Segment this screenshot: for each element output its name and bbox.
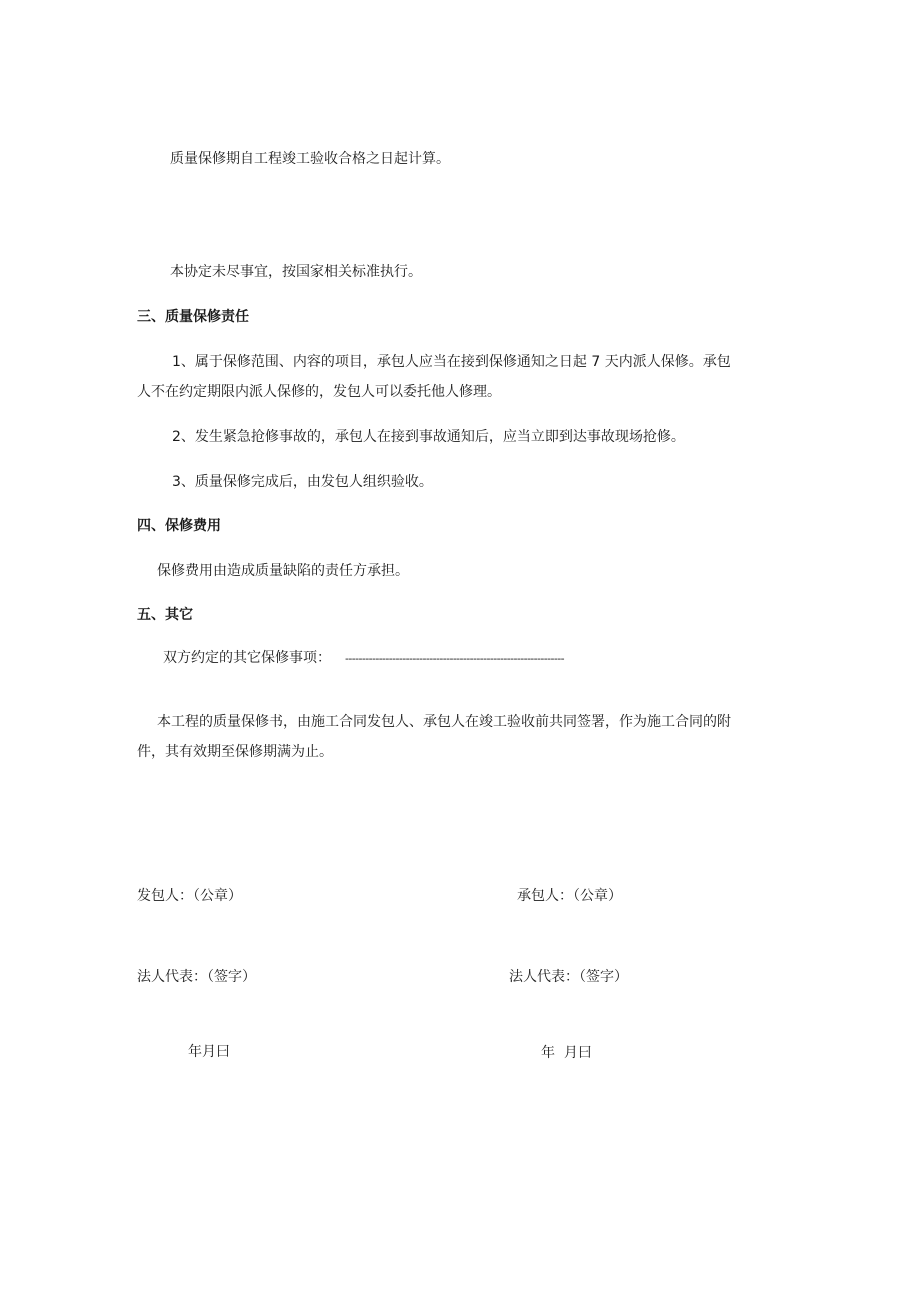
unspecified-matters-paragraph: 本协定未尽事宜，按国家相关标准执行。 — [170, 264, 422, 280]
other-matters-row — [163, 648, 564, 669]
s3-item-3: 3、质量保修完成后，由发包人组织验收。 — [172, 474, 433, 490]
employer-seal-label: 发包人：（公章） — [137, 888, 242, 904]
closing-line-2: 件，其有效期至保修期满为止。 — [137, 744, 333, 760]
s3-item-2: 2、发生紧急抢修事故的，承包人在接到事故通知后，应当立即到达事故现场抢修。 — [172, 429, 685, 445]
section-3-heading: 三、质量保修责任 — [137, 309, 249, 325]
s4-body: 保修费用由造成质量缺陷的责任方承担。 — [157, 563, 409, 579]
closing-line-1: 本工程的质量保修书，由施工合同发包人、承包人在竣工验收前共同签署，作为施工合同的附 — [157, 714, 731, 730]
other-matters-label: 双方约定的其它保修事项： — [163, 650, 331, 666]
section-4-heading: 四、保修费用 — [137, 518, 221, 534]
contractor-date: 年 月曰 — [541, 1045, 592, 1061]
employer-rep-label: 法人代表：（签字） — [137, 969, 256, 985]
contractor-seal-label: 承包人：（公章） — [517, 888, 622, 904]
section-5-heading: 五、其它 — [137, 607, 193, 623]
contractor-rep-label: 法人代表：（签字） — [509, 969, 628, 985]
other-matters-blank: ----------------------------------------------------------------- — [345, 652, 565, 665]
warranty-start-paragraph: 质量保修期自工程竣工验收合格之日起计算。 — [170, 151, 450, 167]
s3-item-1-line-2: 人不在约定期限内派人保修的，发包人可以委托他人修理。 — [137, 384, 501, 400]
employer-date: 年月曰 — [188, 1044, 230, 1060]
s3-item-1-line-1: 1、属于保修范围、内容的项目，承包人应当在接到保修通知之日起 7 天内派人保修。承包 — [172, 354, 731, 370]
